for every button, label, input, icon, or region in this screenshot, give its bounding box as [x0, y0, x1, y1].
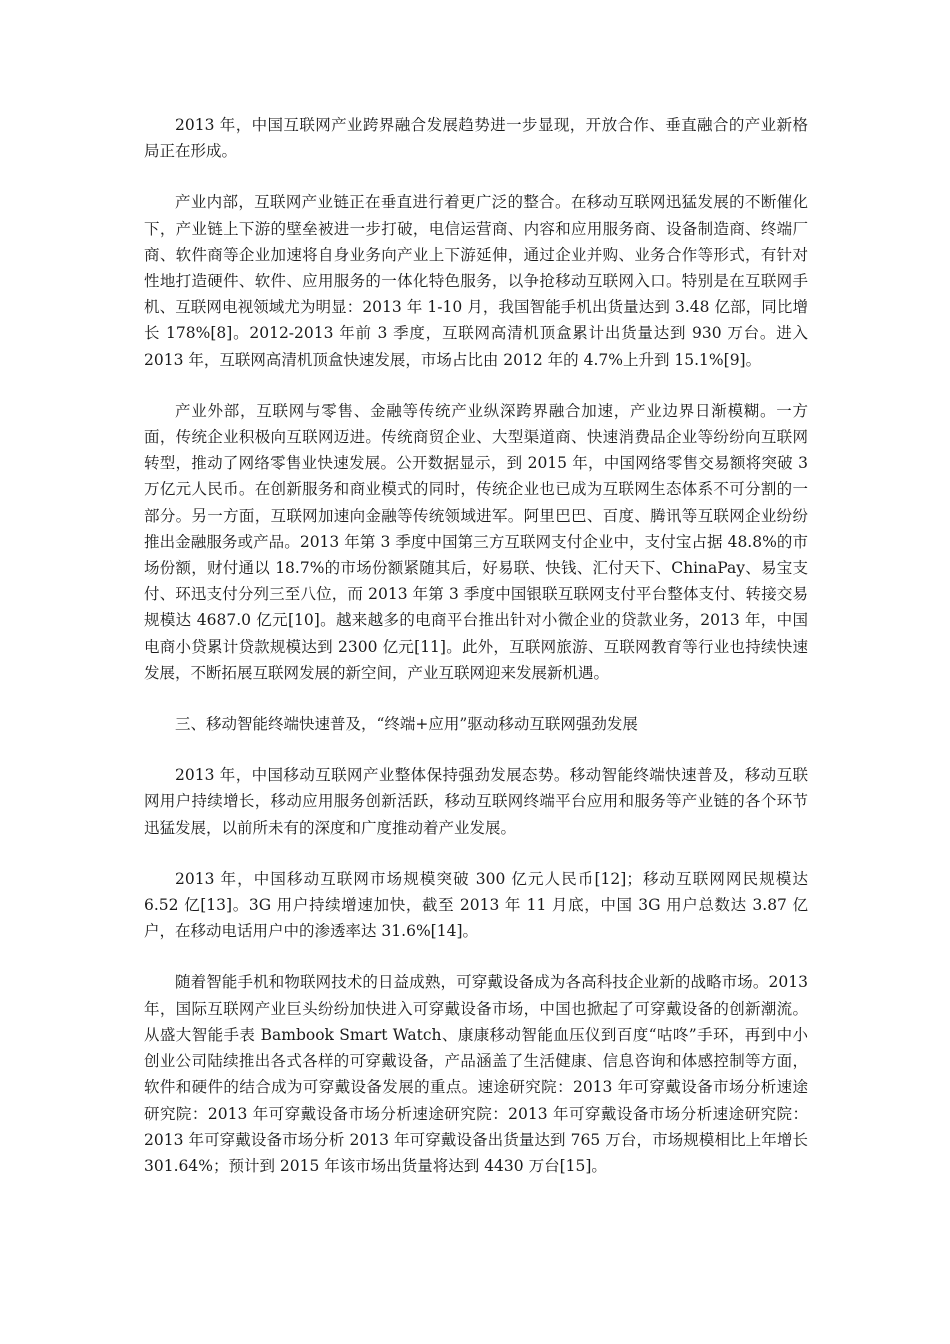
document-body [144, 112, 808, 1204]
paragraph-industry-internal: 产业内部，互联网产业链正在垂直进行着更广泛的整合。在移动互联网迅猛发展的不断催化下，产业链上下游的壁垒被进一步打破，电信运营商、内容和应用服务商、设备制造商、终端厂商、软件商等企业加速将自身业务向产业上下游延伸，通过企业并购、业务合作等形式，有针对性地打造硬件、软件、应用服务的一体化特色服务，以争抢移动互联网入口。特别是在互联网手机、互联网电视领域尤为明显：2013 年 1-10 月，我国智能手机出货量达到 3.48 亿部，同比增长 178%[8]。2012-2013 年前 3 季度，互联网高清机顶盒累计出货量达到 930 万台。进入 2013 年，互联网高清机顶盒快速发展，市场占比由 2012 年的 4.7%上升到 15.1%[9]。 [144, 193, 808, 369]
paragraph-wearable-devices: 随着智能手机和物联网技术的日益成熟，可穿戴设备成为各高科技企业新的战略市场。2013 年，国际互联网产业巨头纷纷加快进入可穿戴设备市场，中国也掀起了可穿戴设备的创新潮流。从盛大智能手表 Bambook Smart Watch、康康移动智能血压仪到百度“咕咚”手环，再到中小创业公司陆续推出各式各样的可穿戴设备，产品涵盖了生活健康、信息咨询和体感控制等方面，软件和硬件的结合成为可穿戴设备发展的重点。速途研究院：2013 年可穿戴设备市场分析速途研究院：2013 年可穿戴设备市场分析速途研究院：2013 年可穿戴设备市场分析速途研究院：2013 年可穿戴设备市场分析 2013 年可穿戴设备出货量达到 765 万台，市场规模相比上年增长 301.64%；预计到 2015 年该市场出货量将达到 4430 万台[15]。 [144, 973, 808, 1175]
paragraph-mobile-internet-growth: 2013 年，中国移动互联网产业整体保持强劲发展态势。移动智能终端快速普及，移动互联网用户持续增长，移动应用服务创新活跃，移动互联网终端平台应用和服务等产业链的各个环节迅猛发展，以前所未有的深度和广度推动着产业发展。 [144, 766, 808, 837]
paragraph-mobile-market-scale: 2013 年，中国移动互联网市场规模突破 300 亿元人民币[12]；移动互联网网民规模达 6.52 亿[13]。3G 用户持续增速加快，截至 2013 年 11 月底，中国 3G 用户总数达 3.87 亿户，在移动电话用户中的渗透率达 31.6%[14]。 [144, 869, 808, 941]
section-heading-mobile-terminal: 三、移动智能终端快速普及，“终端+应用”驱动移动互联网强劲发展 [175, 715, 638, 734]
paragraph-industry-external: 产业外部，互联网与零售、金融等传统产业纵深跨界融合加速，产业边界日渐模糊。一方面，传统企业积极向互联网迈进。传统商贸企业、大型渠道商、快速消费品企业等纷纷向互联网转型，推动了网络零售业快速发展。公开数据显示，到 2015 年，中国网络零售交易额将突破 3 万亿元人民币。在创新服务和商业模式的同时，传统企业也已成为互联网生态体系不可分割的一部分。另一方面，互联网加速向金融等传统领域进军。阿里巴巴、百度、腾讯等互联网企业纷纷推出金融服务或产品。2013 年第 3 季度中国第三方互联网支付企业中，支付宝占据 48.8%的市场份额，财付通以 18.7%的市场份额紧随其后，好易联、快钱、汇付天下、ChinaPay、易宝支付、环迅支付分列三至八位，而 2013 年第 3 季度中国银联互联网支付平台整体支付、转接交易规模达 4687.0 亿元[10]。越来越多的电商平台推出针对小微企业的贷款业务，2013 年，中国电商小贷累计贷款规模达到 2300 亿元[11]。此外，互联网旅游、互联网教育等行业也持续快速发展，不断拓展互联网发展的新空间，产业互联网迎来发展新机遇。 [144, 401, 808, 682]
paragraph-cross-industry-trend: 2013 年，中国互联网产业跨界融合发展趋势进一步显现，开放合作、垂直融合的产业新格局正在形成。 [144, 116, 808, 161]
